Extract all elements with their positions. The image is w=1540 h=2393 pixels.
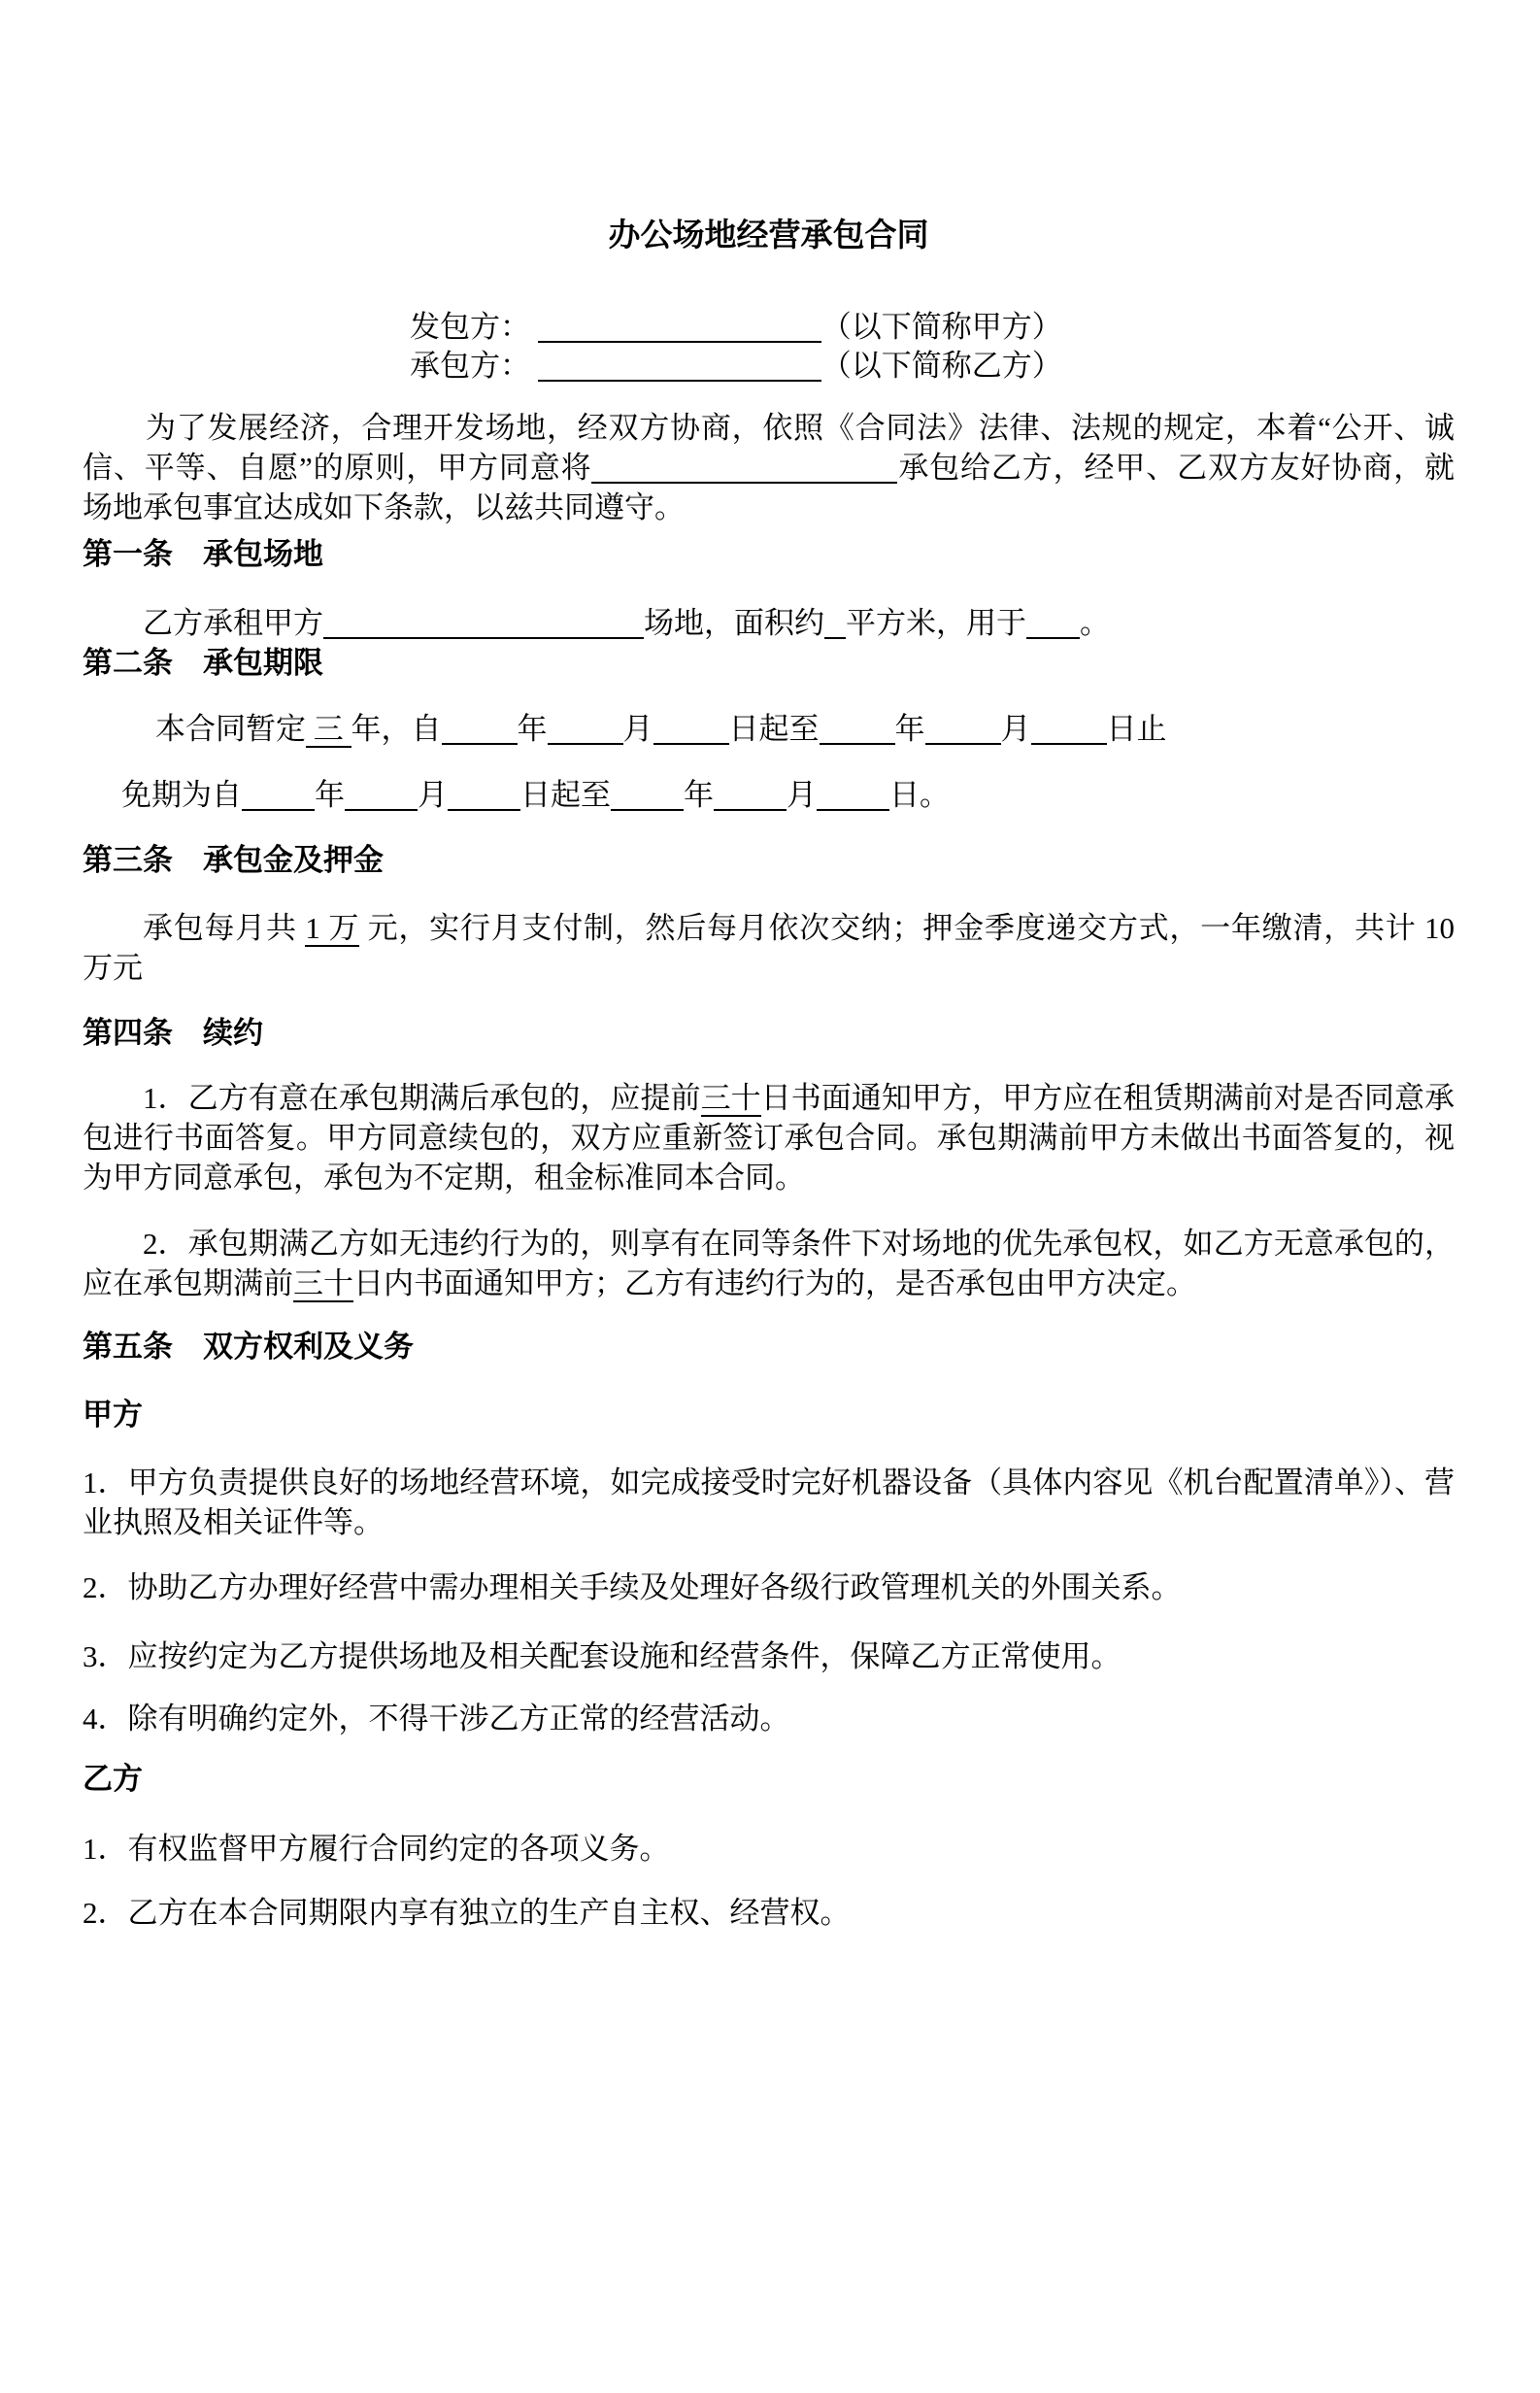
party-a-item-3: 3．应按约定为乙方提供场地及相关配套设施和经营条件，保障乙方正常使用。 xyxy=(83,1639,1122,1673)
fill-in-blank xyxy=(653,713,729,745)
article-2-heading: 第二条 承包期限 xyxy=(83,646,323,680)
fill-in-blank xyxy=(442,713,518,745)
party-b-line: 承包方： （以下简称乙方） xyxy=(410,349,1062,383)
party-block xyxy=(410,308,1455,386)
fill-in-blank xyxy=(323,607,644,639)
fill-in-blank xyxy=(1026,607,1080,639)
underlined-value: 三十 xyxy=(293,1266,353,1300)
party-a-item-1: 1．甲方负责提供良好的场地经营环境，如完成接受时完好机器设备（具体内容见《机台配置清单》）、营业执照及相关证件等。 xyxy=(83,1466,1455,1539)
term-free-paragraph: 免期为自 年 月 日起至 年 月 日。 xyxy=(121,778,950,812)
article-5-heading: 第五条 双方权利及义务 xyxy=(83,1330,414,1364)
party-a-line: 发包方： （以下简称甲方） xyxy=(410,310,1062,344)
term-main-paragraph: 本合同暂定 三 年，自 年 月 日起至 年 月 日止 xyxy=(155,712,1167,746)
fill-in-blank xyxy=(345,779,418,811)
article-3-heading: 第三条 承包金及押金 xyxy=(83,843,384,877)
fill-in-blank xyxy=(925,713,1001,745)
fee-paragraph: 承包每月共 1 万 元，实行月支付制，然后每月依次交纳；押金季度递交方式，一年缴清，共计 10 万元 xyxy=(83,911,1456,985)
article-1-heading: 第一条 承包场地 xyxy=(83,537,323,571)
renewal-clause-2: 2．承包期满乙方如无违约行为的，则享有在同等条件下对场地的优先承包权，如乙方无意承包的，应在承包期满前三十日内书面通知甲方；乙方有违约行为的，是否承包由甲方决定。 xyxy=(83,1227,1455,1300)
fill-in-blank xyxy=(538,350,821,382)
party-b-heading: 乙方 xyxy=(83,1762,143,1796)
fill-in-blank xyxy=(820,713,895,745)
fill-in-blank xyxy=(448,779,520,811)
site-paragraph: 乙方承租甲方 场地，面积约 平方米，用于 。 xyxy=(143,606,1110,640)
fill-in-blank xyxy=(242,779,315,811)
underlined-value: 三 xyxy=(306,712,352,746)
fill-in-blank xyxy=(538,311,821,343)
party-a-item-2: 2．协助乙方办理好经营中需办理相关手续及处理好各级行政管理机关的外围关系。 xyxy=(83,1570,1182,1604)
party-b-item-1: 1．有权监督甲方履行合同约定的各项义务。 xyxy=(83,1832,670,1866)
party-b-item-2: 2．乙方在本合同期限内享有独立的生产自主权、经营权。 xyxy=(83,1896,851,1930)
article-4-heading: 第四条 续约 xyxy=(83,1016,263,1050)
renewal-clause-1: 1．乙方有意在承包期满后承包的，应提前三十日书面通知甲方，甲方应在租赁期满前对是否同意承包进行书面答复。甲方同意续包的，双方应重新签订承包合同。承包期满前甲方未做出书面答复的，视为甲方同意承包，承包为不定期，租金标准同本合同。 xyxy=(83,1081,1456,1195)
contract-page xyxy=(0,214,1540,1933)
document-title: 办公场地经营承包合同 xyxy=(608,219,929,253)
fill-in-blank xyxy=(591,452,897,484)
party-a-item-4: 4．除有明确约定外，不得干涉乙方正常的经营活动。 xyxy=(83,1702,790,1736)
fill-in-blank xyxy=(611,779,684,811)
fill-in-blank xyxy=(548,713,623,745)
underlined-value: 三十 xyxy=(700,1081,761,1115)
fill-in-blank xyxy=(1031,713,1107,745)
fill-in-blank xyxy=(824,607,846,639)
intro-paragraph: 为了发展经济，合理开发场地，经双方协商，依照《合同法》法律、法规的规定，本着“公开、诚信、平等、自愿”的原则，甲方同意将 承包给乙方，经甲、乙双方友好协商，就场地承包事宜达成如下条款，以兹共同遵守。 xyxy=(83,411,1456,524)
fill-in-blank xyxy=(714,779,787,811)
fill-in-blank xyxy=(817,779,889,811)
underlined-value: 1 万 xyxy=(305,911,360,945)
party-a-heading: 甲方 xyxy=(83,1398,143,1432)
